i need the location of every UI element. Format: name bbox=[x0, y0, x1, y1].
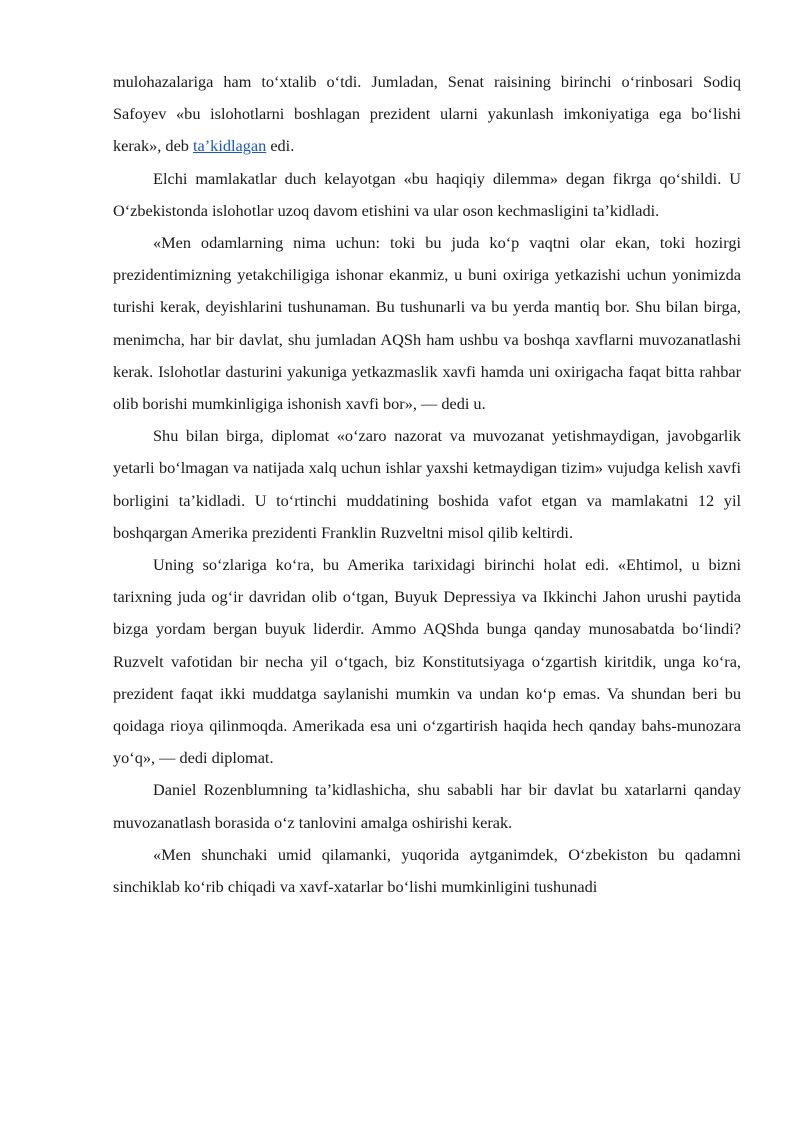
paragraph: «Men odamlarning nima uchun: toki bu juda ko‘p vaqtni olar ekan, toki hozirgi prezidentimizning yetakchiligiga ishonar ekanmiz, u buni oxiriga yetkazishi uchun yonimizda turishi kerak, deyishlarini tushunaman. Bu tushunarli va bu yerda mantiq bor. Shu bilan birga, menimcha, har bir davlat, shu jumladan AQSh ham ushbu va boshqa xavflarni muvozanatlashi kerak. Islohotlar dasturini yakuniga yetkazmaslik xavfi hamda uni oxirigacha faqat bitta rahbar olib borishi mumkinligiga ishonish xavfi bor», — dedi u. bbox=[113, 233, 741, 414]
paragraph: «Men shunchaki umid qilamanki, yuqorida aytganimdek, O‘zbekiston bu qadamni sinchiklab ko‘rib chiqadi va xavf-xatarlar bo‘lishi mumkinligini tushunadi bbox=[113, 844, 741, 897]
document-page bbox=[113, 66, 741, 903]
paragraph: Daniel Rozenblumning ta’kidlashicha, shu sababli har bir davlat bu xatarlarni qanday muvozanatlash borasida o‘z tanlovini amalga oshirishi kerak. bbox=[113, 780, 741, 832]
paragraph: Elchi mamlakatlar duch kelayotgan «bu haqiqiy dilemma» degan fikrga qo‘shildi. U O‘zbekistonda islohotlar uzoq davom etishini va ular oson kechmasligini ta’kidladi. bbox=[113, 168, 741, 220]
paragraph-text: edi. bbox=[266, 136, 295, 156]
paragraph-continuation bbox=[113, 66, 741, 163]
paragraph-text: mulohazalariga ham to‘xtalib o‘tdi. Jumladan, Senat raisining birinchi o‘rinbosari Sodiq Safoyev «bu islohotlarni boshlagan prezident ularni yakunlash imkoniyatiga ega bo‘lishi kerak», deb bbox=[113, 72, 741, 156]
paragraph: Uning so‘zlariga ko‘ra, bu Amerika tarixidagi birinchi holat edi. «Ehtimol, u bizni tarixning juda og‘ir davridan olib o‘tgan, Buyuk Depressiya va Ikkinchi Jahon urushi paytida bizga yordam bergan buyuk liderdir. Ammo AQShda bunga qanday munosabatda bo‘lindi? Ruzvelt vafotidan bir necha yil o‘tgach, biz Konstitutsiyaga o‘zgartish kiritdik, unga ko‘ra, prezident faqat ikki muddatga saylanishi mumkin va undan ko‘p emas. Va shundan beri bu qoidaga rioya qilinmoqda. Amerikada esa uni o‘zgartirish haqida hech qanday bahs-munozara yo‘q», — dedi diplomat. bbox=[113, 555, 741, 768]
quoted-link[interactable]: ta’kidlagan bbox=[193, 136, 267, 156]
paragraph: Shu bilan birga, diplomat «o‘zaro nazorat va muvozanat yetishmaydigan, javobgarlik yetarli bo‘lmagan va natijada xalq uchun ishlar yaxshi ketmaydigan tizim» vujudga kelish xavfi borligini ta’kidladi. U to‘rtinchi muddatining boshida vafot etgan va mamlakatni 12 yil boshqargan Amerika prezidenti Franklin Ruzveltni misol qilib keltirdi. bbox=[113, 426, 741, 542]
